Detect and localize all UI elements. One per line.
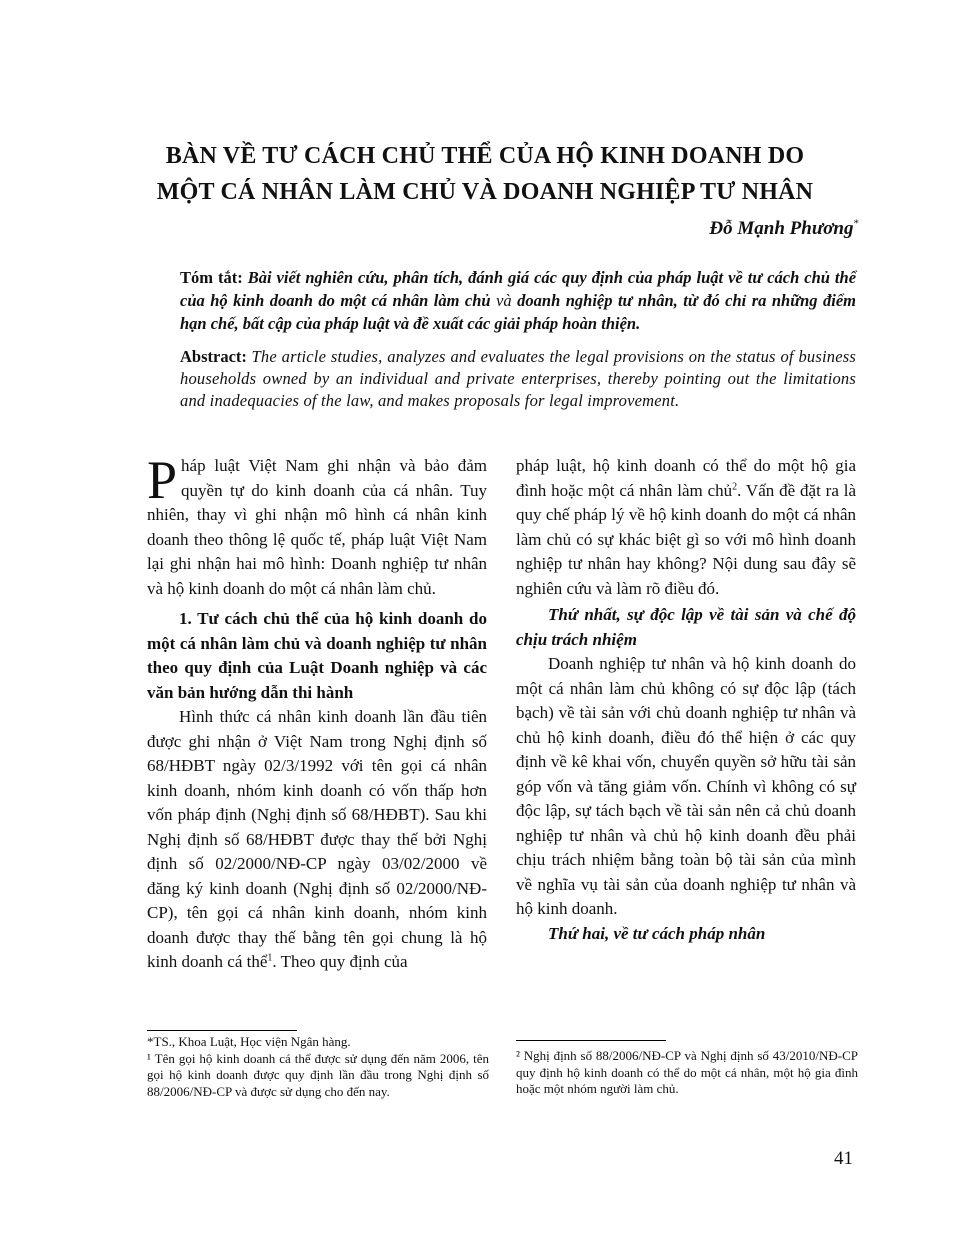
summary-body-part2: doanh nghiệp tư nhân, từ đó chỉ ra những điểm hạn chế, bất cập của pháp luật và đề xuất các giải pháp hoàn thiện.: [180, 291, 857, 333]
footnote-2: ² Nghị định số 88/2006/NĐ-CP và Nghị định số 43/2010/NĐ-CP quy định hộ kinh doanh có thể do một cá nhân, một hộ gia đình hoặc một nhóm người làm chủ.: [516, 1048, 858, 1096]
body-paragraph: [147, 705, 487, 975]
body-paragraph-text: Hình thức cá nhân kinh doanh lần đầu tiên được ghi nhận ở Việt Nam trong Nghị định số 68/HĐBT ngày 02/3/1992 với tên gọi cá nhân kinh doanh, nhóm kinh doanh có vốn thấp hơn vốn pháp định (Nghị định số 68/HĐBT). Sau khi Nghị định số 68/HĐBT được thay thế bởi Nghị định số 02/2000/NĐ-CP ngày 03/02/2000 về đăng ký kinh doanh (Nghị định số 02/2000/NĐ-CP), tên gọi cá nhân kinh doanh, nhóm kinh doanh được thay thế bằng tên gọi chung là hộ kinh doanh cá thể: [147, 707, 487, 971]
article-title: [60, 138, 910, 210]
left-column: [147, 450, 487, 975]
author-name: [709, 218, 859, 240]
footnotes-right: [516, 1048, 858, 1098]
body-paragraph-end: . Theo quy định của: [272, 952, 408, 971]
english-abstract: [180, 346, 856, 412]
author-footnote-mark: *: [853, 217, 859, 230]
independence-paragraph: Doanh nghiệp tư nhân và hộ kinh doanh do một cá nhân làm chủ không có sự độc lập (tách bạch) về tài sản với chủ doanh nghiệp tư nhân và chủ hộ kinh doanh, điều đó thể hiện ở các quy định về kê khai vốn, chuyển quyền sở hữu tài sản góp vốn và tăng giảm vốn. Chính vì không có sự độc lập, sự tách bạch về tài sản nên cả chủ doanh nghiệp tư nhân và chủ hộ kinh doanh đều phải chịu trách nhiệm bằng toàn bộ tài sản của mình về nghĩa vụ tài sản của doanh nghiệp tư nhân và hộ kinh doanh.: [516, 654, 856, 918]
footnote-rule-right: [516, 1040, 666, 1041]
subheading-first: Thứ nhất, sự độc lập về tài sản và chế độ chịu trách nhiệm: [516, 605, 856, 649]
summary-label: Tóm tắt:: [180, 268, 243, 287]
intro-text: háp luật Việt Nam ghi nhận và bảo đảm quyền tự do kinh doanh của cá nhân. Tuy nhiên, thay vì ghi nhận mô hình cá nhân kinh doanh theo thông lệ quốc tế, pháp luật Việt Nam lại ghi nhận hai mô hình: Doanh nghiệp tư nhân và hộ kinh doanh do một cá nhân làm chủ.: [147, 456, 487, 598]
section-heading: 1. Tư cách chủ thể của hộ kinh doanh do một cá nhân làm chủ và doanh nghiệp tư nhân theo quy định của Luật Doanh nghiệp và các văn bản hướng dẫn thi hành: [147, 609, 487, 702]
footnotes-left: [147, 1034, 489, 1100]
subheading-second: Thứ hai, về tư cách pháp nhân: [548, 923, 766, 943]
author-name-text: Đỗ Mạnh Phương: [709, 218, 854, 239]
title-line-2: MỘT CÁ NHÂN LÀM CHỦ VÀ DOANH NGHIỆP TƯ NHÂN: [156, 179, 814, 205]
right-column: [516, 454, 856, 946]
summary-conj: và: [496, 291, 512, 310]
vietnamese-summary: [180, 266, 856, 335]
page-number: 41: [834, 1148, 853, 1169]
abstract-label: Abstract:: [180, 347, 247, 366]
drop-cap: P: [147, 450, 178, 510]
continued-paragraph-text: pháp luật, hộ kinh doanh có thể do một hộ gia đình hoặc một cá nhân làm chủ: [516, 456, 856, 500]
title-line-1: BÀN VỀ TƯ CÁCH CHỦ THỂ CỦA HỘ KINH DOANH DO: [165, 143, 805, 169]
footnote-ref-1: 1: [267, 952, 273, 964]
footnote-author: *TS., Khoa Luật, Học viện Ngân hàng.: [147, 1034, 351, 1049]
footnote-1: ¹ Tên gọi hộ kinh doanh cá thể được sử dụng đến năm 2006, tên gọi hộ kinh doanh được quy định lần đầu trong Nghị định số 88/2006/NĐ-CP và được sử dụng cho đến nay.: [147, 1050, 489, 1099]
continued-paragraph-end: . Vấn đề đặt ra là quy chế pháp lý về hộ kinh doanh do một cá nhân làm chủ có sự khác biệt gì so với mô hình doanh nghiệp tư nhân hay không? Nội dung sau đây sẽ nghiên cứu và làm rõ điều đó.: [516, 480, 856, 598]
continued-paragraph: [516, 454, 856, 601]
footnote-rule-left: [147, 1030, 297, 1031]
footnote-ref-2: 2: [732, 480, 738, 492]
intro-paragraph: [147, 450, 487, 601]
summary-body-part1: Bài viết nghiên cứu, phân tích, đánh giá các quy định của pháp luật về tư cách chủ thể của hộ kinh doanh do một cá nhân làm chủ: [180, 268, 857, 310]
abstract-body: The article studies, analyzes and evaluates the legal provisions on the status of business households owned by an individual and private enterprises, thereby pointing out the limitations and inadequacies of the law, and makes proposals for legal improvement.: [180, 347, 856, 410]
